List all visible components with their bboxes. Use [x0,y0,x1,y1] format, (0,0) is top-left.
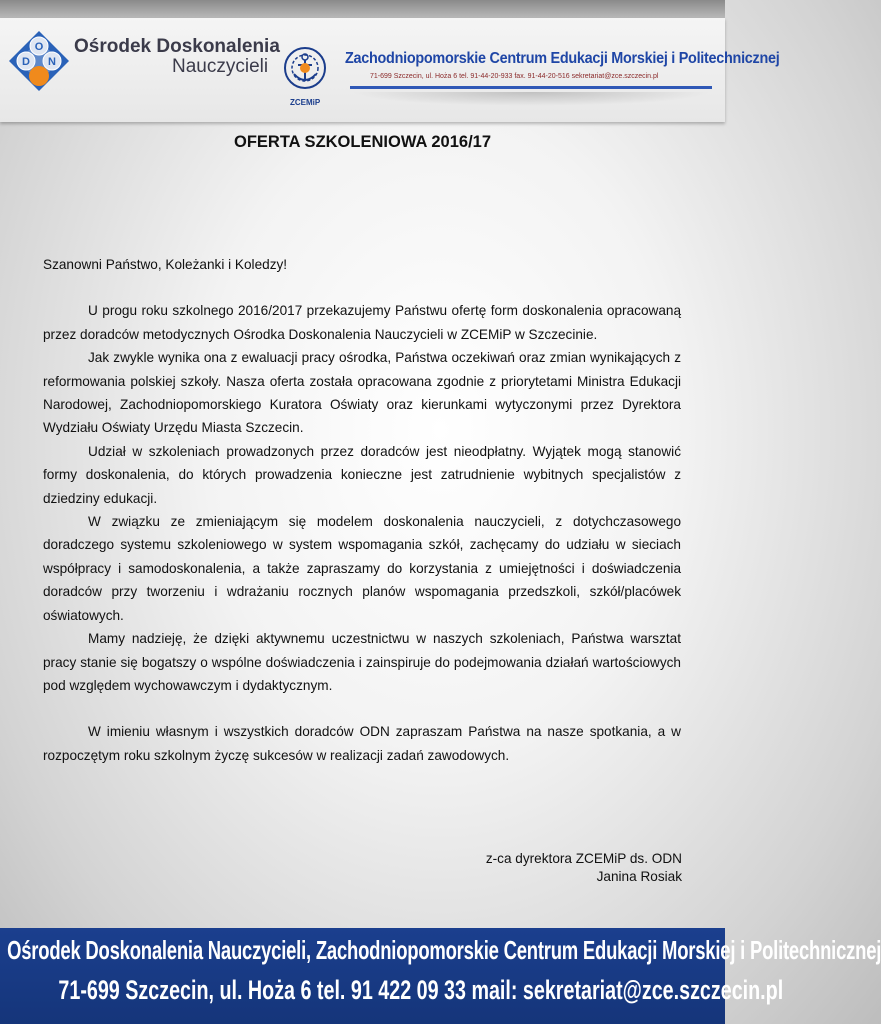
zc-title: Zachodniopomorskie Centrum Edukacji Morskiej i Politechnicznej [345,50,780,67]
paragraph-5: Mamy nadzieję, że dzięki aktywnemu uczestnictwu w naszych szkoleniach, Państwa warsztat pracy stanie się bogatszy o wspólne doświadczenia i zainspiruje do podejmowania działań wartościowych pod względem wychowawczym i dydaktycznym. [43,631,681,693]
odn-logo [6,28,72,94]
signature-name: Janina Rosiak [596,869,682,884]
odn-name-line2: Nauczycieli [172,56,269,77]
signature [486,850,682,886]
paragraph-3: Udział w szkoleniach prowadzonych przez doradców jest nieodpłatny. Wyjątek mogą stanowić formy doskonalenia, do których prowadzenia konieczne jest zatrudnienie wybitnych specjalistów z dziedziny edukacji. [43,443,681,506]
zc-contact: 71-699 Szczecin, ul. Hoża 6 tel. 91-44-20-933 fax. 91-44-20-516 sekretariat@zce.szczecin.pl [370,73,659,80]
logo-letter-d: D [22,56,30,68]
zcemip-logo-text: ZCEMiP [290,98,321,107]
paragraph-1: U progu roku szkolnego 2016/2017 przekazujemy Państwu ofertę form doskonalenia opracowaną przez doradców metodycznych Ośrodka Doskonalenia Nauczycieli w ZCEMiP w Szczecinie. [43,303,681,342]
header-underline [350,86,712,89]
logo-letter-o: O [34,41,44,53]
logo-letter-n: N [48,56,56,68]
closing-paragraph: W imieniu własnym i wszystkich doradców ODN zapraszam Państwa na nasze spotkania, a w rozpoczętym roku szkolnym życzę sukcesów w realizacji zadań zawodowych. [43,724,681,763]
greeting: Szanowni Państwo, Koleżanki i Koledzy! [43,257,288,272]
top-bar [0,0,725,18]
paragraph-2: Jak zwykle wynika ona z ewaluacji pracy ośrodka, Państwa oczekiwań oraz zmian wynikających z reformowania polskiej szkoły. Nasza oferta została opracowana zgodnie z priorytetami Ministra Edukacji Narodowej, Zachodniopomorskiego Kuratora Oświaty oraz kierunkami wytyczonymi przez Dyrektora Wydziału Oświaty Urzędu Miasta Szczecin. [43,350,681,436]
odn-name-line1: Ośrodek Doskonalenia [74,36,280,57]
signature-role: z-ca dyrektora ZCEMiP ds. ODN [485,851,682,866]
paragraph-4: W związku ze zmieniającym się modelem doskonalenia nauczycieli, z dotychczasowego doradczego systemu szkoleniowego w system wspomagania szkół, zachęcamy do udziału w sieciach współpracy i samodoskonalenia, a także zapraszamy do korzystania z umiejętności i doświadczenia doradców przy tworzeniu i wdrażaniu rocznych planów wspomagania przedszkoli, szkół/placówek oświatowych. [43,514,681,623]
letterhead [0,18,780,122]
letter-body [43,253,681,767]
page-title: OFERTA SZKOLENIOWA 2016/17 [233,133,492,151]
footer-banner [0,928,881,1024]
anchor-icon [276,40,334,104]
header-shadow [350,92,712,106]
footer-institution: Ośrodek Doskonalenia Nauczycieli, Zachodniopomorskie Centrum Edukacji Morskiej i Politechnicznej [7,935,881,965]
footer-contact: 71-699 Szczecin, ul. Hoża 6 tel. 91 422 09 33 mail: sekretariat@zce.szczecin.pl [58,975,784,1005]
